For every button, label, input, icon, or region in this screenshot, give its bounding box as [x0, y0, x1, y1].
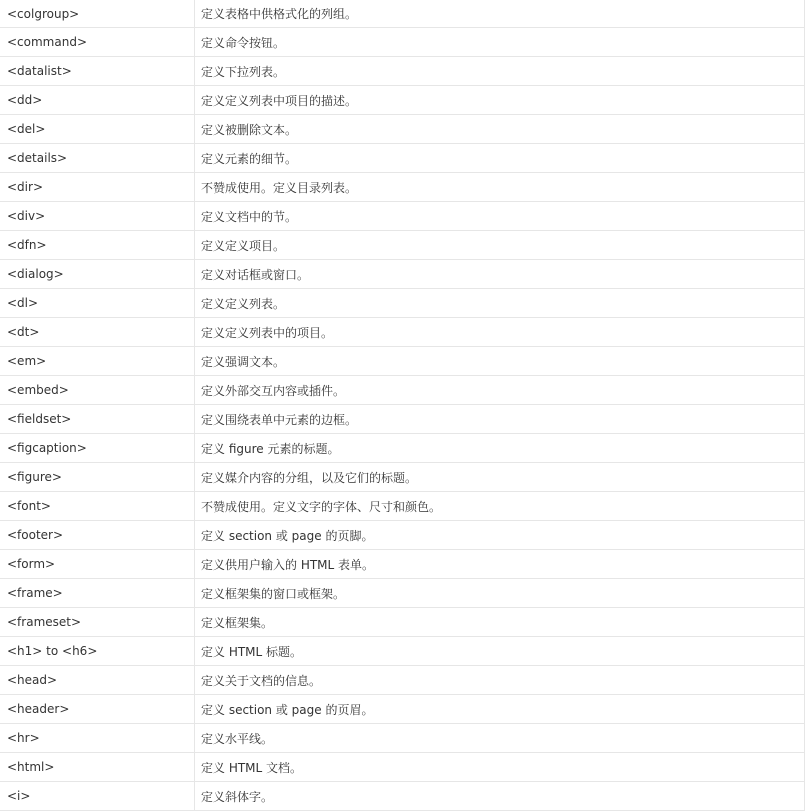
tag-name-cell: <header>	[0, 695, 195, 724]
tag-description-cell: 不赞成使用。定义目录列表。	[195, 173, 805, 202]
tag-name-cell: <dd>	[0, 86, 195, 115]
tag-description-cell: 定义媒介内容的分组，以及它们的标题。	[195, 463, 805, 492]
tag-description-cell: 定义 HTML 文档。	[195, 753, 805, 782]
tag-description-cell: 定义定义列表。	[195, 289, 805, 318]
table-row	[0, 463, 805, 492]
table-row	[0, 86, 805, 115]
tag-name-cell: <em>	[0, 347, 195, 376]
tag-description-cell: 定义定义列表中项目的描述。	[195, 86, 805, 115]
tag-description-cell: 定义下拉列表。	[195, 57, 805, 86]
table-row	[0, 782, 805, 811]
tag-name-cell: <embed>	[0, 376, 195, 405]
tag-description-cell: 定义供用户输入的 HTML 表单。	[195, 550, 805, 579]
tag-description-cell: 定义 HTML 标题。	[195, 637, 805, 666]
table-row	[0, 695, 805, 724]
table-row	[0, 376, 805, 405]
tag-name-cell: <font>	[0, 492, 195, 521]
table-row	[0, 608, 805, 637]
tag-description-cell: 不赞成使用。定义文字的字体、尺寸和颜色。	[195, 492, 805, 521]
tag-description-cell: 定义表格中供格式化的列组。	[195, 0, 805, 28]
table-row	[0, 260, 805, 289]
tag-name-cell: <figcaption>	[0, 434, 195, 463]
tag-name-cell: <fieldset>	[0, 405, 195, 434]
tag-name-cell: <dl>	[0, 289, 195, 318]
tag-description-cell: 定义被删除文本。	[195, 115, 805, 144]
table-row	[0, 405, 805, 434]
table-row	[0, 492, 805, 521]
table-row	[0, 289, 805, 318]
table-row	[0, 434, 805, 463]
tag-name-cell: <i>	[0, 782, 195, 811]
table-row	[0, 318, 805, 347]
tag-name-cell: <details>	[0, 144, 195, 173]
tag-name-cell: <dir>	[0, 173, 195, 202]
tag-description-cell: 定义强调文本。	[195, 347, 805, 376]
tag-description-cell: 定义命令按钮。	[195, 28, 805, 57]
table-row	[0, 144, 805, 173]
tag-name-cell: <frameset>	[0, 608, 195, 637]
table-row	[0, 202, 805, 231]
tag-description-cell: 定义文档中的节。	[195, 202, 805, 231]
tag-description-cell: 定义对话框或窗口。	[195, 260, 805, 289]
table-row	[0, 550, 805, 579]
table-row	[0, 521, 805, 550]
tag-name-cell: <colgroup>	[0, 0, 195, 28]
tag-name-cell: <command>	[0, 28, 195, 57]
tag-name-cell: <html>	[0, 753, 195, 782]
tag-description-cell: 定义围绕表单中元素的边框。	[195, 405, 805, 434]
table-row	[0, 57, 805, 86]
tag-name-cell: <head>	[0, 666, 195, 695]
tag-name-cell: <footer>	[0, 521, 195, 550]
table-row	[0, 173, 805, 202]
table-row	[0, 666, 805, 695]
tag-name-cell: <dt>	[0, 318, 195, 347]
tag-name-cell: <frame>	[0, 579, 195, 608]
tag-name-cell: <dialog>	[0, 260, 195, 289]
tag-description-cell: 定义外部交互内容或插件。	[195, 376, 805, 405]
tag-description-cell: 定义元素的细节。	[195, 144, 805, 173]
tag-description-cell: 定义斜体字。	[195, 782, 805, 811]
tag-name-cell: <figure>	[0, 463, 195, 492]
tag-description-cell: 定义定义列表中的项目。	[195, 318, 805, 347]
tag-description-cell: 定义 section 或 page 的页眉。	[195, 695, 805, 724]
tag-description-cell: 定义水平线。	[195, 724, 805, 753]
table-row	[0, 231, 805, 260]
table-row	[0, 753, 805, 782]
tag-description-cell: 定义框架集。	[195, 608, 805, 637]
tag-name-cell: <form>	[0, 550, 195, 579]
tag-name-cell: <datalist>	[0, 57, 195, 86]
table-row	[0, 115, 805, 144]
table-row	[0, 579, 805, 608]
table-row	[0, 28, 805, 57]
table-row	[0, 0, 805, 28]
table-row	[0, 637, 805, 666]
tag-name-cell: <hr>	[0, 724, 195, 753]
tag-description-cell: 定义关于文档的信息。	[195, 666, 805, 695]
tag-description-cell: 定义 figure 元素的标题。	[195, 434, 805, 463]
tag-name-cell: <h1> to <h6>	[0, 637, 195, 666]
tag-description-cell: 定义定义项目。	[195, 231, 805, 260]
tag-description-cell: 定义 section 或 page 的页脚。	[195, 521, 805, 550]
tag-name-cell: <div>	[0, 202, 195, 231]
tag-name-cell: <dfn>	[0, 231, 195, 260]
tag-name-cell: <del>	[0, 115, 195, 144]
tag-description-cell: 定义框架集的窗口或框架。	[195, 579, 805, 608]
table-row	[0, 724, 805, 753]
table-row	[0, 347, 805, 376]
